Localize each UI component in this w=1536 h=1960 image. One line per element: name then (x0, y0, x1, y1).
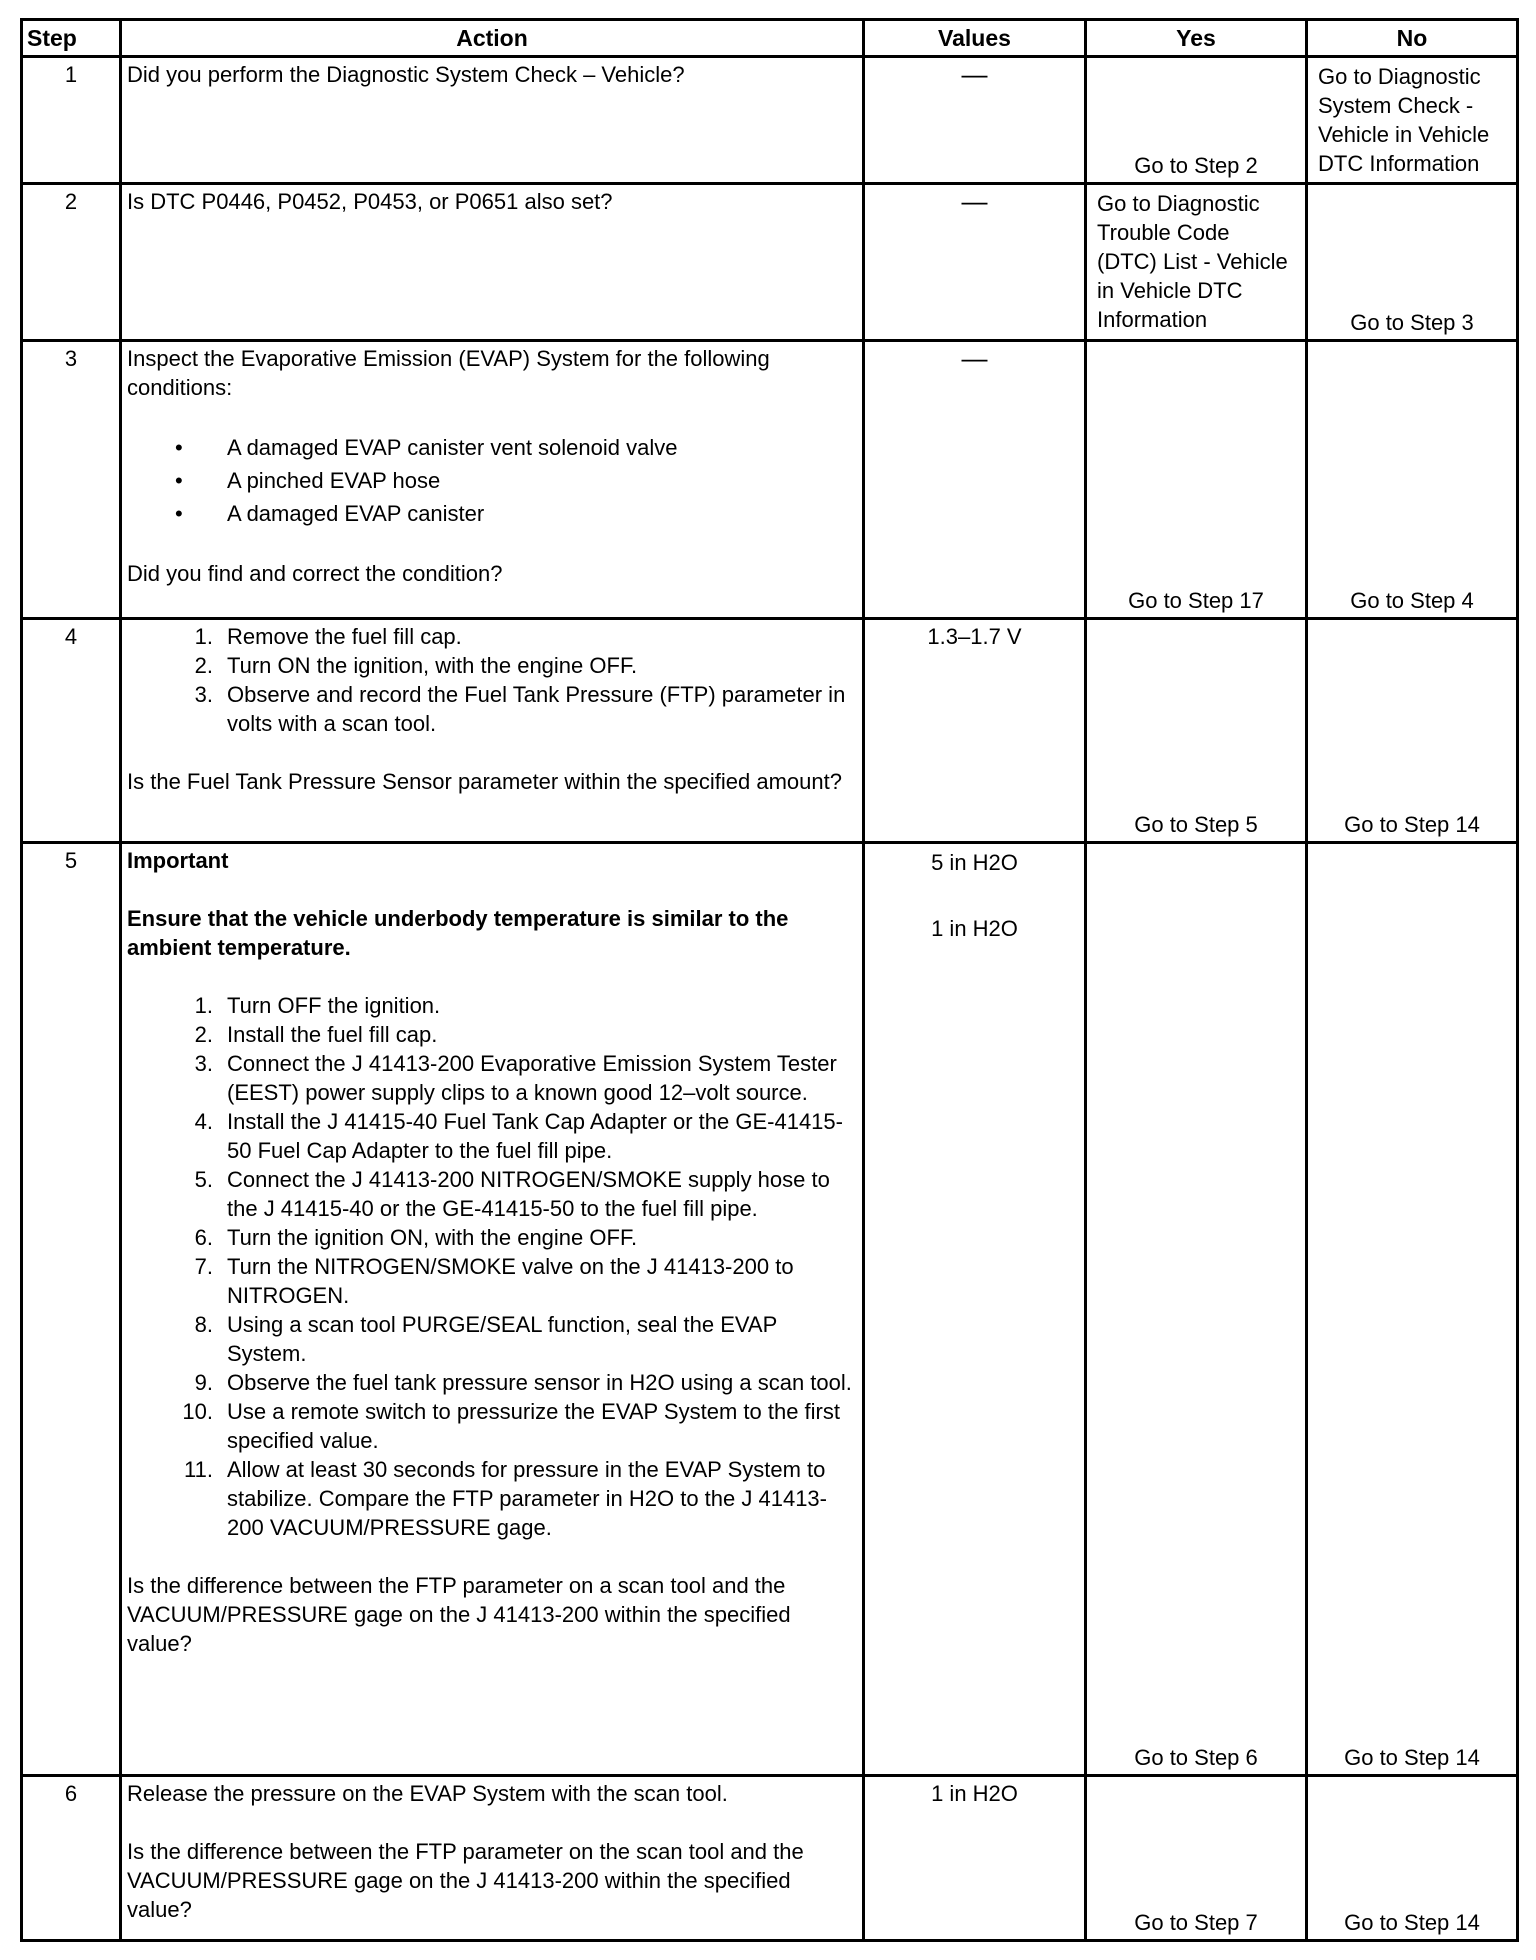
value-text: 1 in H2O (931, 1781, 1018, 1806)
action-intro: Release the pressure on the EVAP System with the scan tool. (127, 1781, 728, 1806)
values-cell (864, 57, 1086, 184)
no-link[interactable]: Go to Step 3 (1350, 310, 1474, 335)
no-link[interactable]: Go to Step 14 (1344, 1745, 1480, 1770)
action-text: Did you perform the Diagnostic System Check – Vehicle? (127, 62, 685, 87)
important-text: Ensure that the vehicle underbody temperature is similar to the ambient temperature. (127, 906, 789, 960)
no-link[interactable]: Go to Diagnostic System Check - Vehicle in Vehicle DTC Information (1318, 64, 1490, 176)
list-item: • A damaged EVAP canister (127, 497, 857, 530)
list-item: 5. Connect the J 41413-200 NITROGEN/SMOKE supply hose to the J 41415-40 or the GE-41415-50 to the fuel fill pipe. (194, 1167, 830, 1221)
no-cell (1307, 619, 1518, 843)
yes-cell (1086, 184, 1307, 341)
yes-link[interactable]: Go to Step 2 (1134, 153, 1258, 178)
values-cell (864, 341, 1086, 619)
list-item: 2. Turn ON the ignition, with the engine OFF. (194, 653, 638, 678)
step-number: 6 (22, 1776, 121, 1941)
action-cell (121, 843, 864, 1776)
values-column-header: Values (864, 20, 1086, 57)
list-item: 10. Use a remote switch to pressurize the EVAP System to the first specified value. (182, 1399, 840, 1453)
yes-cell (1086, 341, 1307, 619)
step-number: 3 (22, 341, 121, 619)
important-label: Important (127, 848, 229, 873)
values-cell (864, 184, 1086, 341)
no-cell (1307, 843, 1518, 1776)
list-item: 9. Observe the fuel tank pressure sensor in H2O using a scan tool. (194, 1370, 852, 1395)
list-item: 1. Remove the fuel fill cap. (194, 624, 462, 649)
yes-link[interactable]: Go to Step 6 (1134, 1745, 1258, 1770)
action-question: Is the difference between the FTP parameter on the scan tool and the VACUUM/PRESSURE gage on the J 41413-200 within the specified value? (127, 1839, 804, 1922)
header-row (22, 20, 1518, 57)
list-item: 3. Observe and record the Fuel Tank Pressure (FTP) parameter in volts with a scan tool. (194, 682, 846, 736)
diagnostic-table (20, 18, 1519, 1942)
step-number: 2 (22, 184, 121, 341)
table-row (22, 184, 1518, 341)
action-cell (121, 184, 864, 341)
values-cell (864, 843, 1086, 1776)
yes-link[interactable]: Go to Step 17 (1128, 588, 1264, 613)
action-cell (121, 619, 864, 843)
table-row (22, 341, 1518, 619)
action-question: Is the Fuel Tank Pressure Sensor parameter within the specified amount? (127, 769, 842, 794)
yes-cell (1086, 619, 1307, 843)
action-text: Is DTC P0446, P0452, P0453, or P0651 also set? (127, 189, 613, 214)
value-text: 1 in H2O (931, 916, 1018, 941)
yes-cell (1086, 843, 1307, 1776)
yes-cell (1086, 1776, 1307, 1941)
list-item: 3. Connect the J 41413-200 Evaporative Emission System Tester (EEST) power supply clips to a known good 12–volt source. (194, 1051, 837, 1105)
no-cell (1307, 341, 1518, 619)
list-item: 8. Using a scan tool PURGE/SEAL function, seal the EVAP System. (194, 1312, 777, 1366)
step-number: 4 (22, 619, 121, 843)
list-item: 6. Turn the ignition ON, with the engine OFF. (194, 1225, 638, 1250)
yes-column-header: Yes (1086, 20, 1307, 57)
action-cell (121, 1776, 864, 1941)
value-text: — (961, 186, 988, 216)
action-question: Did you find and correct the condition? (127, 561, 503, 586)
list-item: 1. Turn OFF the ignition. (194, 993, 441, 1018)
procedure-list (127, 622, 857, 738)
no-link[interactable]: Go to Step 14 (1344, 812, 1480, 837)
list-item: 11. Allow at least 30 seconds for pressure in the EVAP System to stabilize. Compare the FTP parameter in H2O to the J 41413-200 VACUUM/PRESSURE gage. (184, 1457, 827, 1540)
no-column-header: No (1307, 20, 1518, 57)
action-column-header: Action (121, 20, 864, 57)
list-item: 7. Turn the NITROGEN/SMOKE valve on the J 41413-200 to NITROGEN. (194, 1254, 794, 1308)
step-column-header: Step (22, 20, 121, 57)
values-cell (864, 1776, 1086, 1941)
value-text: — (961, 343, 988, 373)
list-item: 2. Install the fuel fill cap. (194, 1022, 438, 1047)
list-item: 4. Install the J 41415-40 Fuel Tank Cap Adapter or the GE-41415-50 Fuel Cap Adapter to the fuel fill pipe. (194, 1109, 843, 1163)
list-item: • A pinched EVAP hose (127, 464, 857, 497)
table-row (22, 57, 1518, 184)
action-intro: Inspect the Evaporative Emission (EVAP) System for the following conditions: (127, 346, 770, 400)
yes-link[interactable]: Go to Step 5 (1134, 812, 1258, 837)
table-row (22, 619, 1518, 843)
yes-link[interactable]: Go to Step 7 (1134, 1910, 1258, 1935)
value-text: 1.3–1.7 V (927, 624, 1022, 649)
value-text: — (961, 59, 988, 89)
table-row (22, 1776, 1518, 1941)
action-cell (121, 341, 864, 619)
condition-list (127, 431, 857, 530)
no-cell (1307, 1776, 1518, 1941)
value-text: 5 in H2O (931, 850, 1018, 875)
diagnostic-table-frame (20, 18, 1516, 1940)
action-question: Is the difference between the FTP parameter on a scan tool and the VACUUM/PRESSURE gage on the J 41413-200 within the specified value? (127, 1573, 791, 1656)
yes-cell (1086, 57, 1307, 184)
yes-link[interactable]: Go to Diagnostic Trouble Code (DTC) List - Vehicle in Vehicle DTC Information (1097, 191, 1288, 332)
no-link[interactable]: Go to Step 4 (1350, 588, 1474, 613)
list-item: • A damaged EVAP canister vent solenoid valve (127, 431, 857, 464)
table-row (22, 843, 1518, 1776)
action-cell (121, 57, 864, 184)
step-number: 1 (22, 57, 121, 184)
no-link[interactable]: Go to Step 14 (1344, 1910, 1480, 1935)
no-cell (1307, 57, 1518, 184)
values-cell (864, 619, 1086, 843)
no-cell (1307, 184, 1518, 341)
step-number: 5 (22, 843, 121, 1776)
procedure-list (127, 991, 857, 1542)
